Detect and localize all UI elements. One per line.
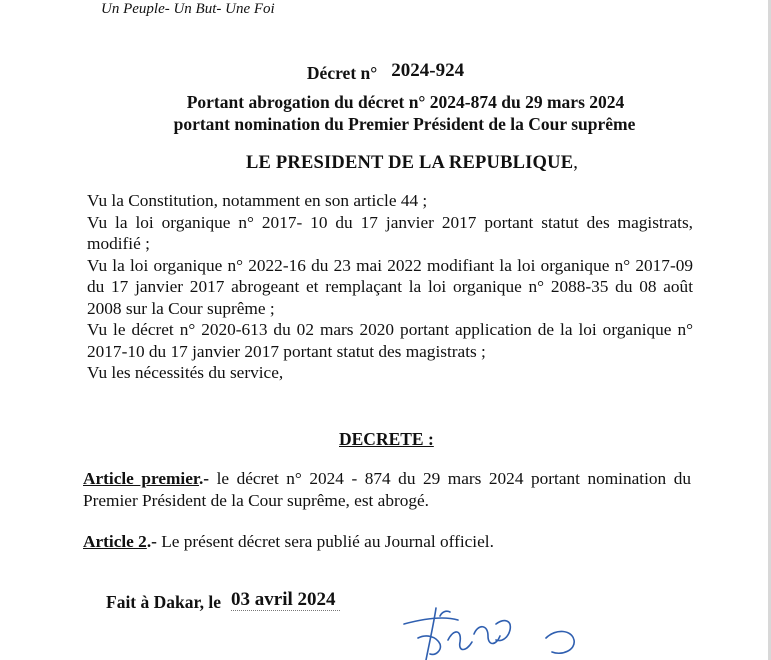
decree-subtitle-line1: Portant abrogation du décret n° 2024-874 du 29 mars 2024	[186, 92, 625, 112]
article-second	[83, 531, 691, 553]
decree-subtitle-line2: portant nomination du Premier Président de la Cour suprême	[173, 114, 636, 134]
closing-date: 03 avril 2024	[231, 589, 340, 611]
visa-item: Vu la loi organique n° 2022-16 du 23 mai 2022 modifiant la loi organique n° 2017-09 du 17 janvier 2017 abrogeant et remplaçant la loi organique n° 2088-35 du 08 août 2008 sur la Cour suprême ;	[87, 255, 693, 318]
article-text: le décret n° 2024 - 874 du 29 mars 2024 portant nomination du Premier Président de la Cour suprême, est abrogé.	[83, 469, 691, 510]
article-text: Le présent décret sera publié au Journal officiel.	[156, 532, 494, 551]
issuer-text: LE PRESIDENT DE LA REPUBLIQUE	[246, 153, 574, 173]
visa-item: Vu la loi organique n° 2017- 10 du 17 janvier 2017 portant statut des magistrats, modifié ;	[87, 212, 693, 253]
issuer-comma: ,	[573, 153, 579, 173]
article-separator: .-	[198, 469, 210, 488]
issuer-heading	[246, 153, 578, 174]
article-label: Article premier	[83, 469, 199, 488]
signature-image	[396, 594, 606, 660]
closing-line	[106, 589, 340, 614]
article-label: Article 2	[83, 532, 147, 551]
decree-label: Décret n°	[306, 63, 378, 83]
decrete-heading: DECRETE :	[339, 429, 434, 449]
visa-item: Vu le décret n° 2020-613 du 02 mars 2020 portant application de la loi organique n° 2017-10 du 17 janvier 2017 portant statut des magistrats ;	[87, 320, 693, 361]
national-motto: Un Peuple- Un But- Une Foi	[101, 1, 275, 17]
article-first	[83, 468, 691, 511]
visa-item: Vu la Constitution, notamment en son article 44 ;	[87, 191, 428, 210]
visa-list	[87, 190, 693, 384]
decree-title	[0, 60, 771, 85]
article-separator: .-	[146, 532, 157, 551]
decree-number: 2024-924	[391, 60, 465, 81]
visa-item: Vu les nécessités du service,	[87, 363, 284, 382]
closing-place: Fait à Dakar, le	[106, 592, 222, 612]
